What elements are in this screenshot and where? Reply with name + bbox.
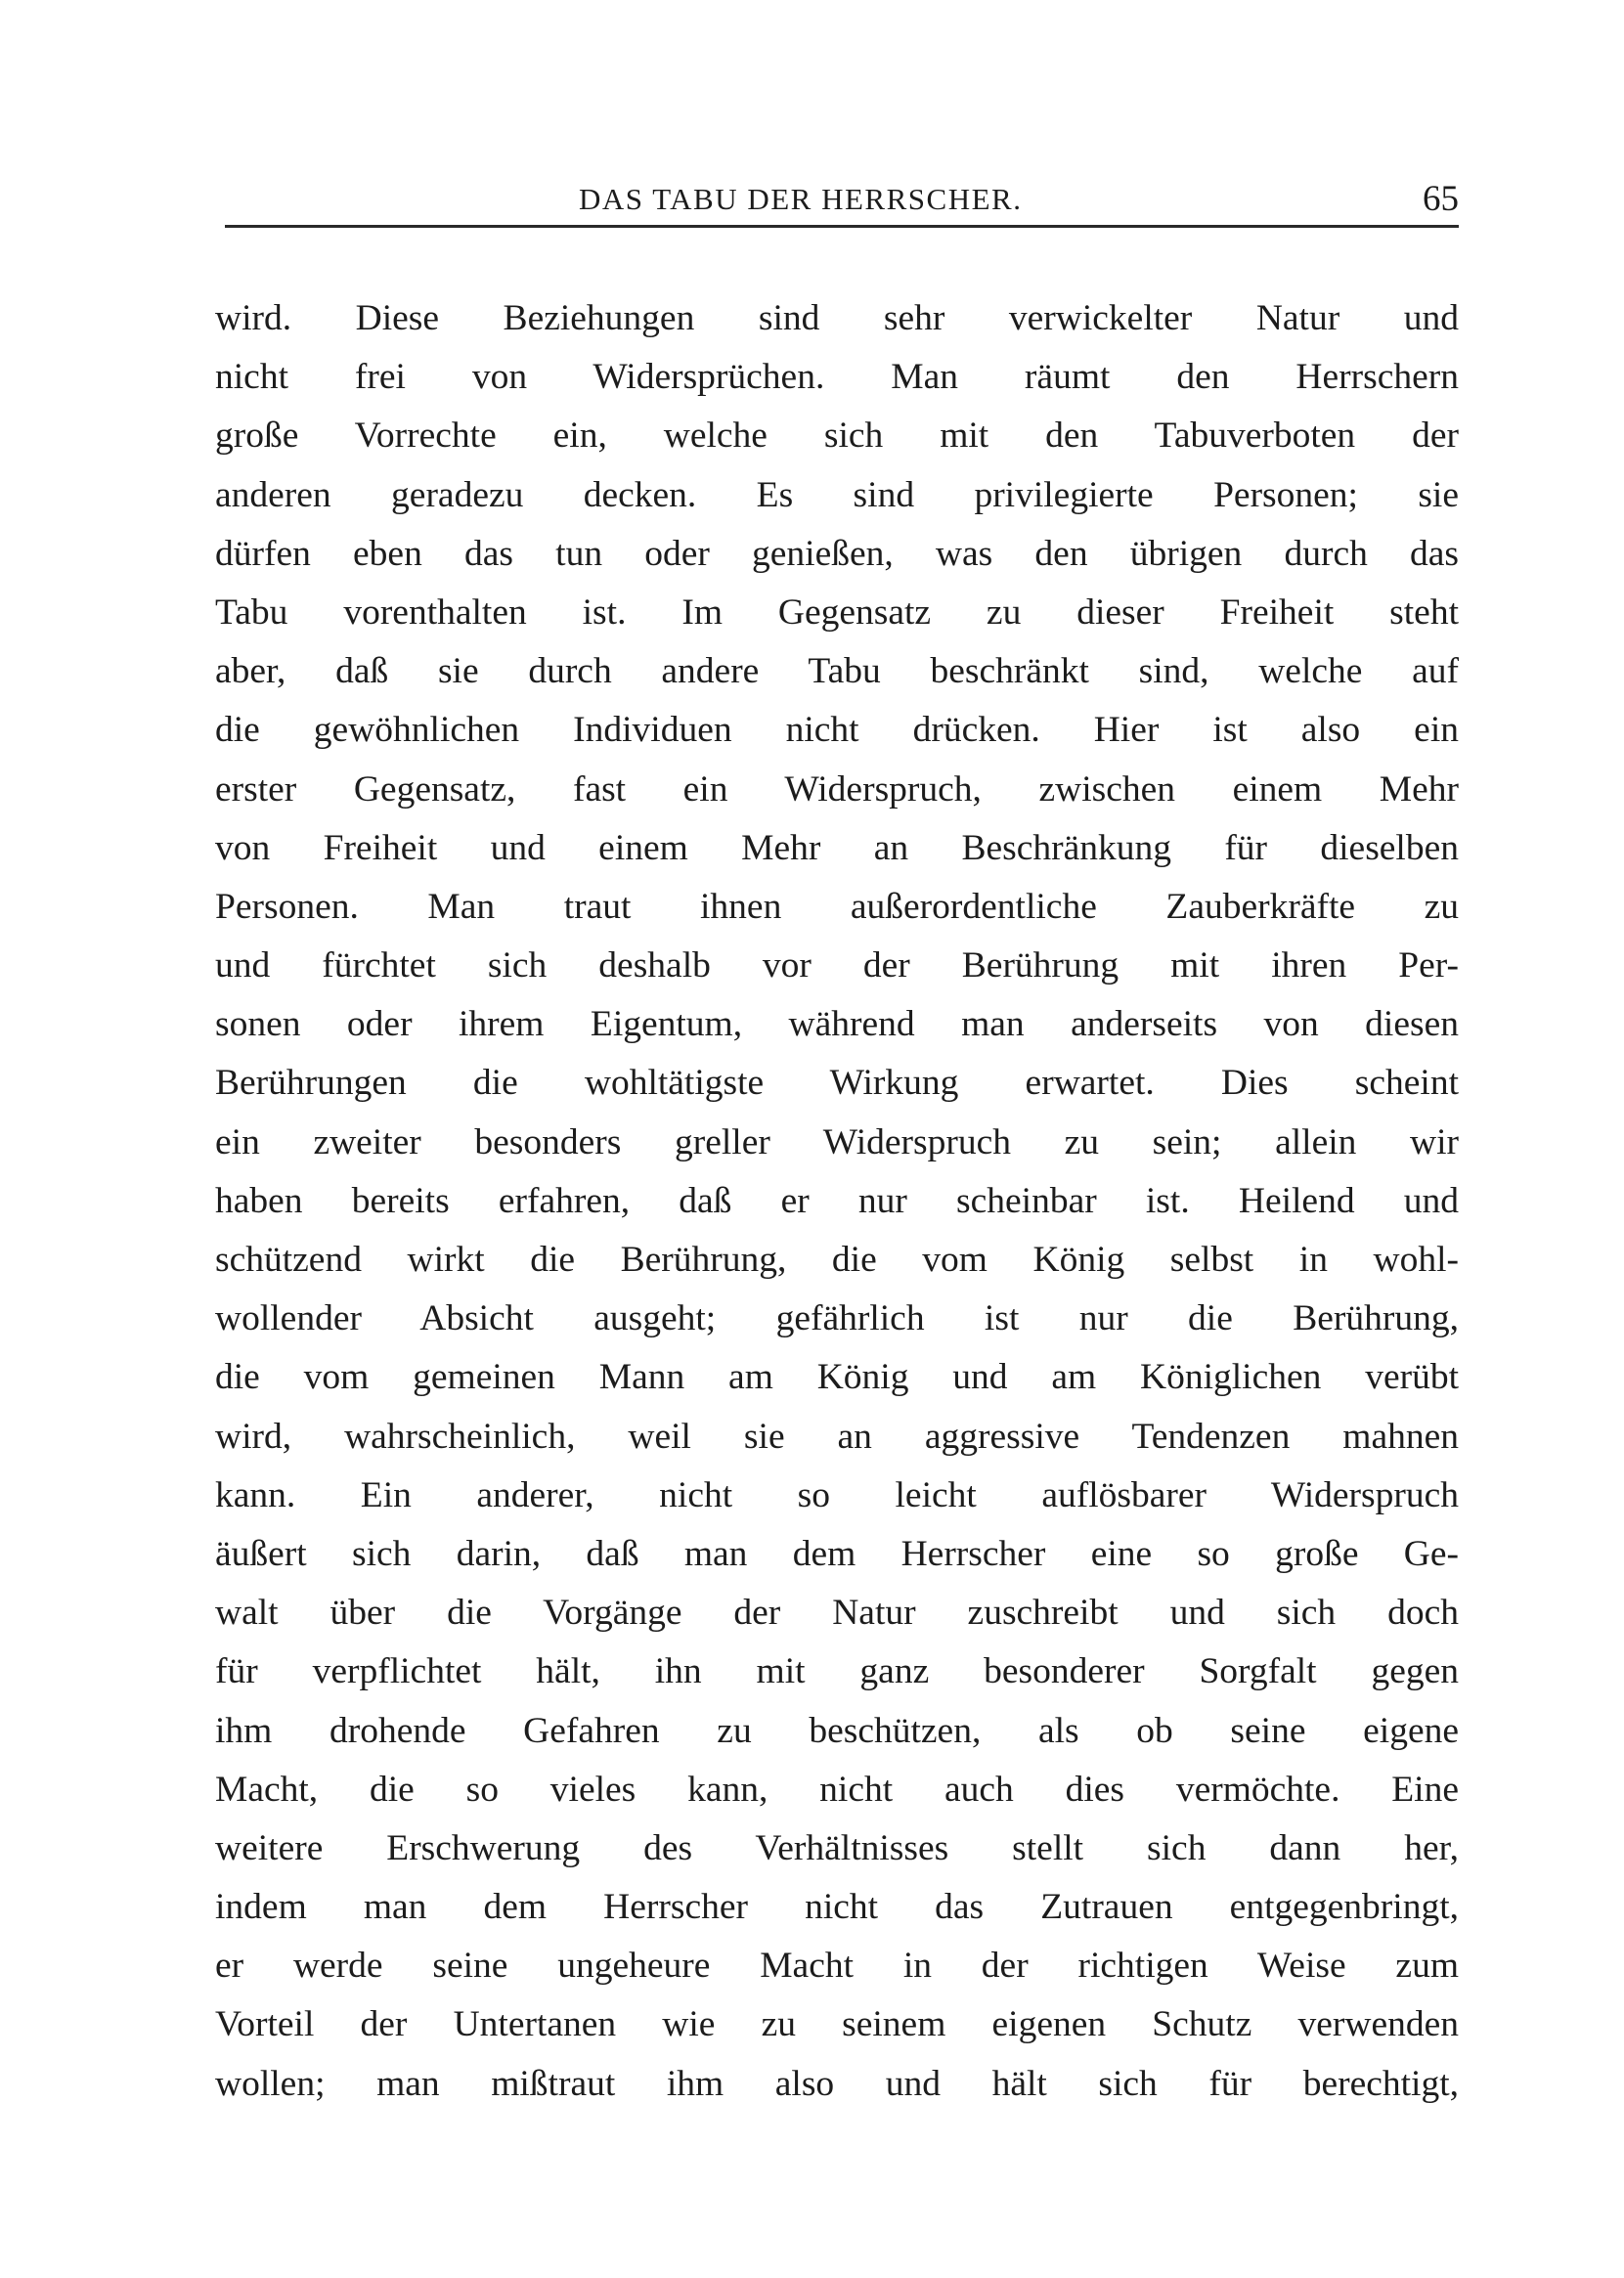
text-line: ihm drohende Gefahren zu beschützen, als ob seine eigene [215,1710,1459,1751]
text-line: ein zweiter besonders greller Widerspruch zu sein; allein wir [215,1121,1459,1162]
text-line: die vom gemeinen Mann am König und am Königlichen verübt [215,1357,1459,1398]
text-line: walt über die Vorgänge der Natur zuschreibt und sich doch [215,1593,1459,1634]
text-line: nicht frei von Widersprüchen. Man räumt den Herrschern [215,357,1459,398]
text-line: äußert sich darin, daß man dem Herrscher eine so große Ge- [215,1533,1459,1574]
text-line: wird, wahrscheinlich, weil sie an aggressive Tendenzen mahnen [215,1416,1459,1457]
text-line: von Freiheit und einem Mehr an Beschränkung für dieselben [215,827,1459,868]
text-line: und fürchtet sich deshalb vor der Berührung mit ihren Per- [215,945,1459,986]
text-line: weitere Erschwerung des Verhältnisses stellt sich dann her, [215,1827,1459,1868]
text-line: Personen. Man traut ihnen außerordentliche Zauberkräfte zu [215,886,1459,927]
text-line: die gewöhnlichen Individuen nicht drücken. Hier ist also ein [215,710,1459,751]
text-line: wird. Diese Beziehungen sind sehr verwickelter Natur und [215,298,1459,338]
page-header [225,179,1459,227]
text-line: erster Gegensatz, fast ein Widerspruch, zwischen einem Mehr [215,768,1459,810]
text-line: indem man dem Herrscher nicht das Zutrauen entgegenbringt, [215,1887,1459,1928]
text-line: große Vorrechte ein, welche sich mit den Tabuverboten der [215,416,1459,457]
text-line: wollender Absicht ausgeht; gefährlich ist nur die Berührung, [215,1298,1459,1339]
header-rule [225,225,1459,228]
text-line: er werde seine ungeheure Macht in der richtigen Weise zum [215,1946,1459,1987]
running-title: DAS TABU DER HERRSCHER. [579,182,1023,216]
text-line: schützend wirkt die Berührung, die vom König selbst in wohl- [215,1240,1459,1280]
text-line: für verpflichtet hält, ihn mit ganz besonderer Sorgfalt gegen [215,1651,1459,1692]
text-line: anderen geradezu decken. Es sind privilegierte Personen; sie [215,474,1459,515]
text-line: Berührungen die wohltätigste Wirkung erwartet. Dies scheint [215,1063,1459,1104]
text-line: Tabu vorenthalten ist. Im Gegensatz zu dieser Freiheit steht [215,591,1459,633]
text-line: aber, daß sie durch andere Tabu beschränkt sind, welche auf [215,651,1459,692]
text-line: Macht, die so vieles kann, nicht auch dies vermöchte. Eine [215,1769,1459,1810]
text-line: kann. Ein anderer, nicht so leicht auflösbarer Widerspruch [215,1474,1459,1515]
text-line: sonen oder ihrem Eigentum, während man anderseits von diesen [215,1004,1459,1045]
text-line: wollen; man mißtraut ihm also und hält sich für berechtigt, [215,2063,1459,2104]
text-line: haben bereits erfahren, daß er nur scheinbar ist. Heilend und [215,1180,1459,1221]
text-line: dürfen eben das tun oder genießen, was den übrigen durch das [215,533,1459,574]
body-text [215,289,1459,2114]
text-line: Vorteil der Untertanen wie zu seinem eigenen Schutz verwenden [215,2004,1459,2045]
page-number: 65 [1423,179,1459,219]
